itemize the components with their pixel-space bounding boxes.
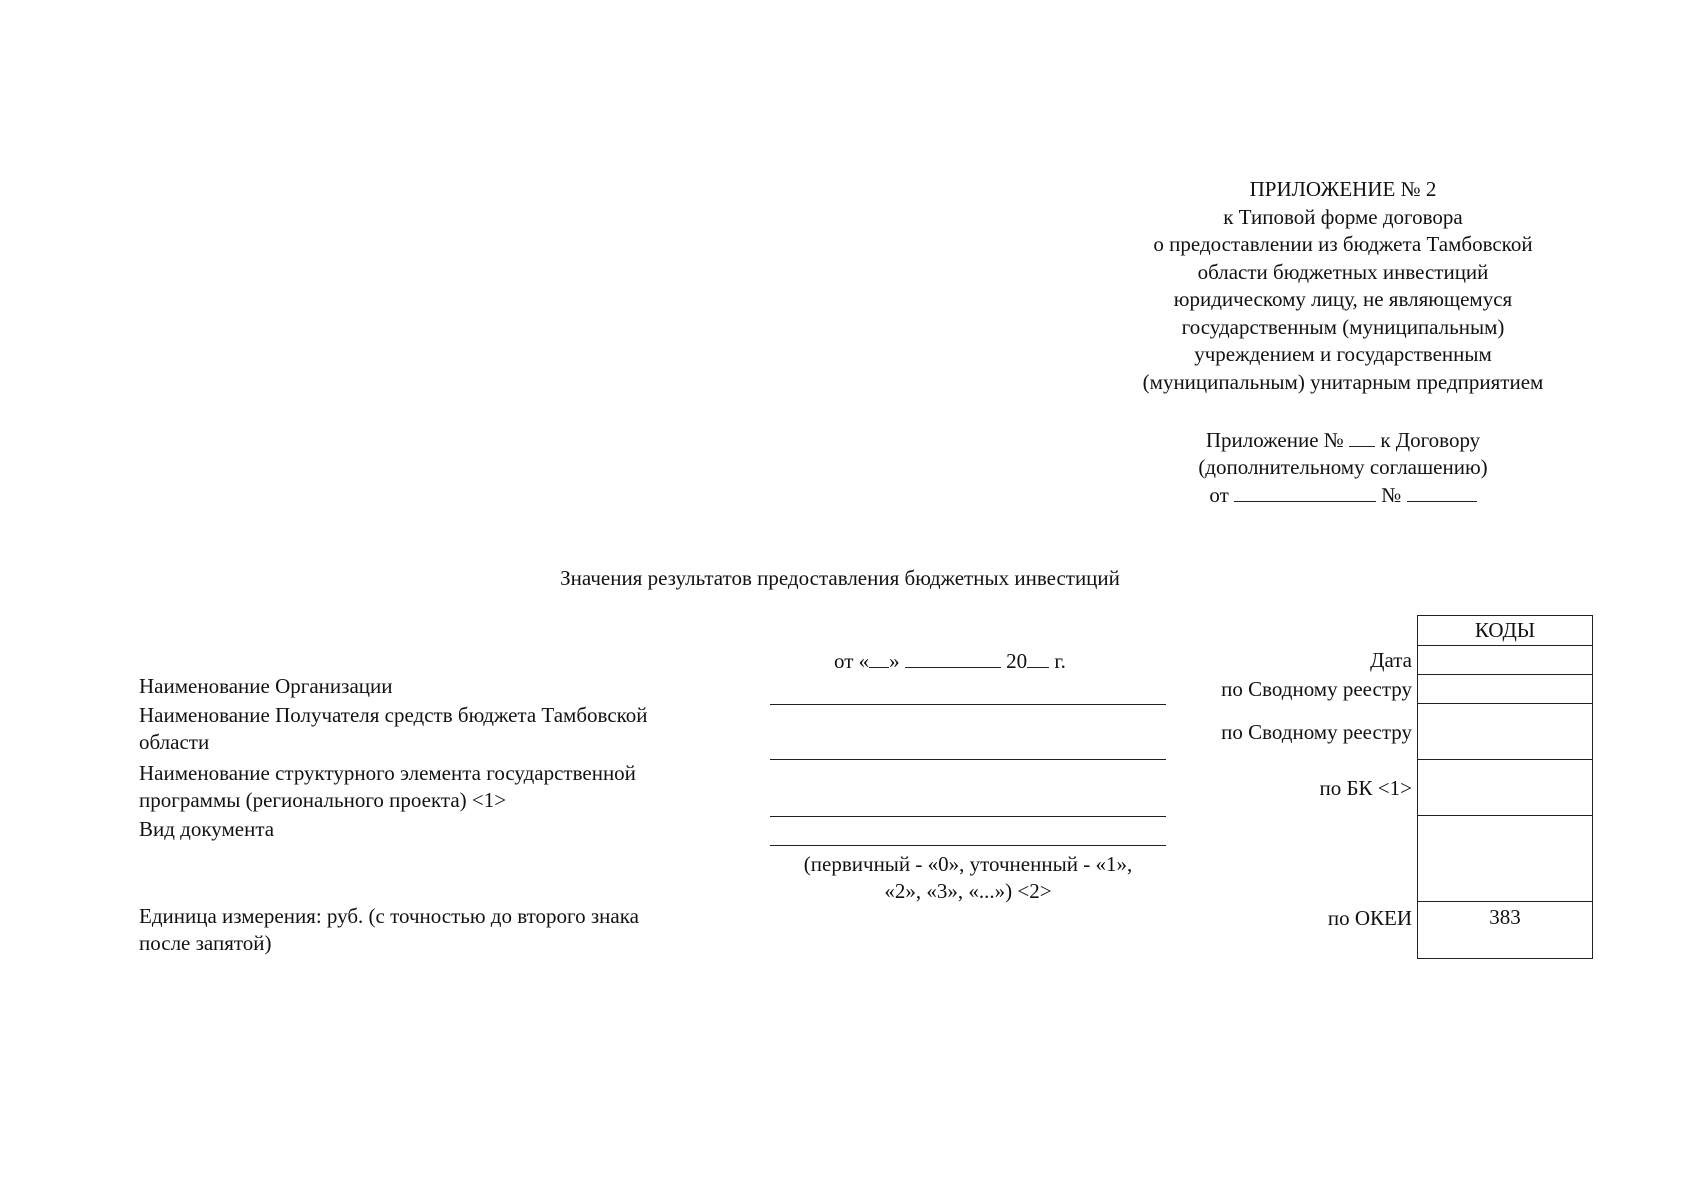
recipient-fill-line[interactable] — [770, 759, 1166, 760]
day-blank[interactable] — [869, 647, 889, 668]
appendix-subtitle-line-5: государственным (муниципальным) — [1181, 314, 1505, 339]
code-cell-doc-type[interactable] — [1418, 816, 1592, 902]
document-title: Значения результатов предоставления бюджетных инвестиций — [560, 566, 1120, 590]
organization-label: Наименование Организации — [139, 674, 393, 698]
recipient-label-line-2: области — [139, 730, 210, 754]
appendix-subtitle-line-1: к Типовой форме договора — [1223, 204, 1463, 229]
structural-fill-line[interactable] — [770, 816, 1166, 817]
report-date-line — [834, 647, 1066, 675]
recipient-label-line-1: Наименование Получателя средств бюджета Тамбовской — [139, 703, 648, 727]
contract-date-blank[interactable] — [1234, 481, 1376, 502]
appendix-subtitle-line-4: юридическому лицу, не являющемуся — [1173, 287, 1513, 311]
contract-number-blank[interactable] — [1407, 481, 1477, 502]
date-mid: » — [889, 649, 900, 673]
appendix-subtitle-line-7: (муниципальным) унитарным предприятием — [1142, 369, 1544, 394]
month-blank[interactable] — [905, 647, 1001, 668]
codes-table — [1417, 615, 1593, 959]
organization-fill-line[interactable] — [770, 704, 1166, 705]
code-cell-bk[interactable] — [1418, 760, 1592, 816]
contract-number-label: № — [1381, 483, 1402, 507]
code-label-registry-2: по Сводному реестру — [1221, 720, 1412, 744]
appendix-title: ПРИЛОЖЕНИЕ № 2 — [1249, 177, 1437, 201]
doc-type-hint-line-2: «2», «3», «...») <2> — [884, 879, 1052, 903]
year-prefix: 20 — [1006, 649, 1028, 673]
appendix-header — [1060, 176, 1626, 396]
unit-label-line-1: Единица измерения: руб. (с точностью до второго знака — [139, 904, 639, 928]
doc-type-fill-line[interactable] — [770, 845, 1166, 846]
contract-ref-line-2: (дополнительному соглашению) — [1198, 454, 1488, 479]
codes-header: КОДЫ — [1418, 615, 1592, 646]
code-label-okei: по ОКЕИ — [1327, 906, 1412, 930]
code-label-date: Дата — [1370, 648, 1412, 672]
appendix-subtitle-line-2: о предоставлении из бюджета Тамбовской — [1153, 232, 1533, 256]
year-blank[interactable] — [1027, 647, 1049, 668]
code-cell-registry-2[interactable] — [1418, 704, 1592, 760]
code-cell-okei: 383 — [1418, 902, 1592, 959]
contract-label: к Договору — [1380, 428, 1481, 452]
structural-label-line-2: программы (регионального проекта) <1> — [139, 788, 507, 812]
structural-label-line-1: Наименование структурного элемента государственной — [139, 761, 636, 785]
contract-ref-line-3 — [1060, 481, 1626, 509]
code-label-registry-1: по Сводному реестру — [1221, 677, 1412, 701]
contract-ref-line-1 — [1060, 426, 1626, 454]
doc-type-label: Вид документа — [139, 817, 275, 841]
appendix-subtitle-line-3: области бюджетных инвестиций — [1197, 259, 1489, 284]
code-label-bk: по БК <1> — [1319, 776, 1412, 800]
year-suffix: г. — [1054, 649, 1066, 673]
doc-type-hint-line-1: (первичный - «0», уточненный - «1», — [803, 852, 1133, 876]
appendix-number-blank[interactable] — [1349, 426, 1375, 447]
code-cell-registry-1[interactable] — [1418, 675, 1592, 704]
date-prefix: от « — [834, 649, 870, 673]
unit-label-line-2: после запятой) — [139, 931, 272, 955]
contract-date-label: от — [1209, 483, 1229, 507]
code-cell-date[interactable] — [1418, 646, 1592, 675]
contract-reference — [1060, 426, 1626, 509]
appendix-subtitle-line-6: учреждением и государственным — [1194, 342, 1492, 366]
contract-appendix-label: Приложение № — [1205, 428, 1344, 452]
